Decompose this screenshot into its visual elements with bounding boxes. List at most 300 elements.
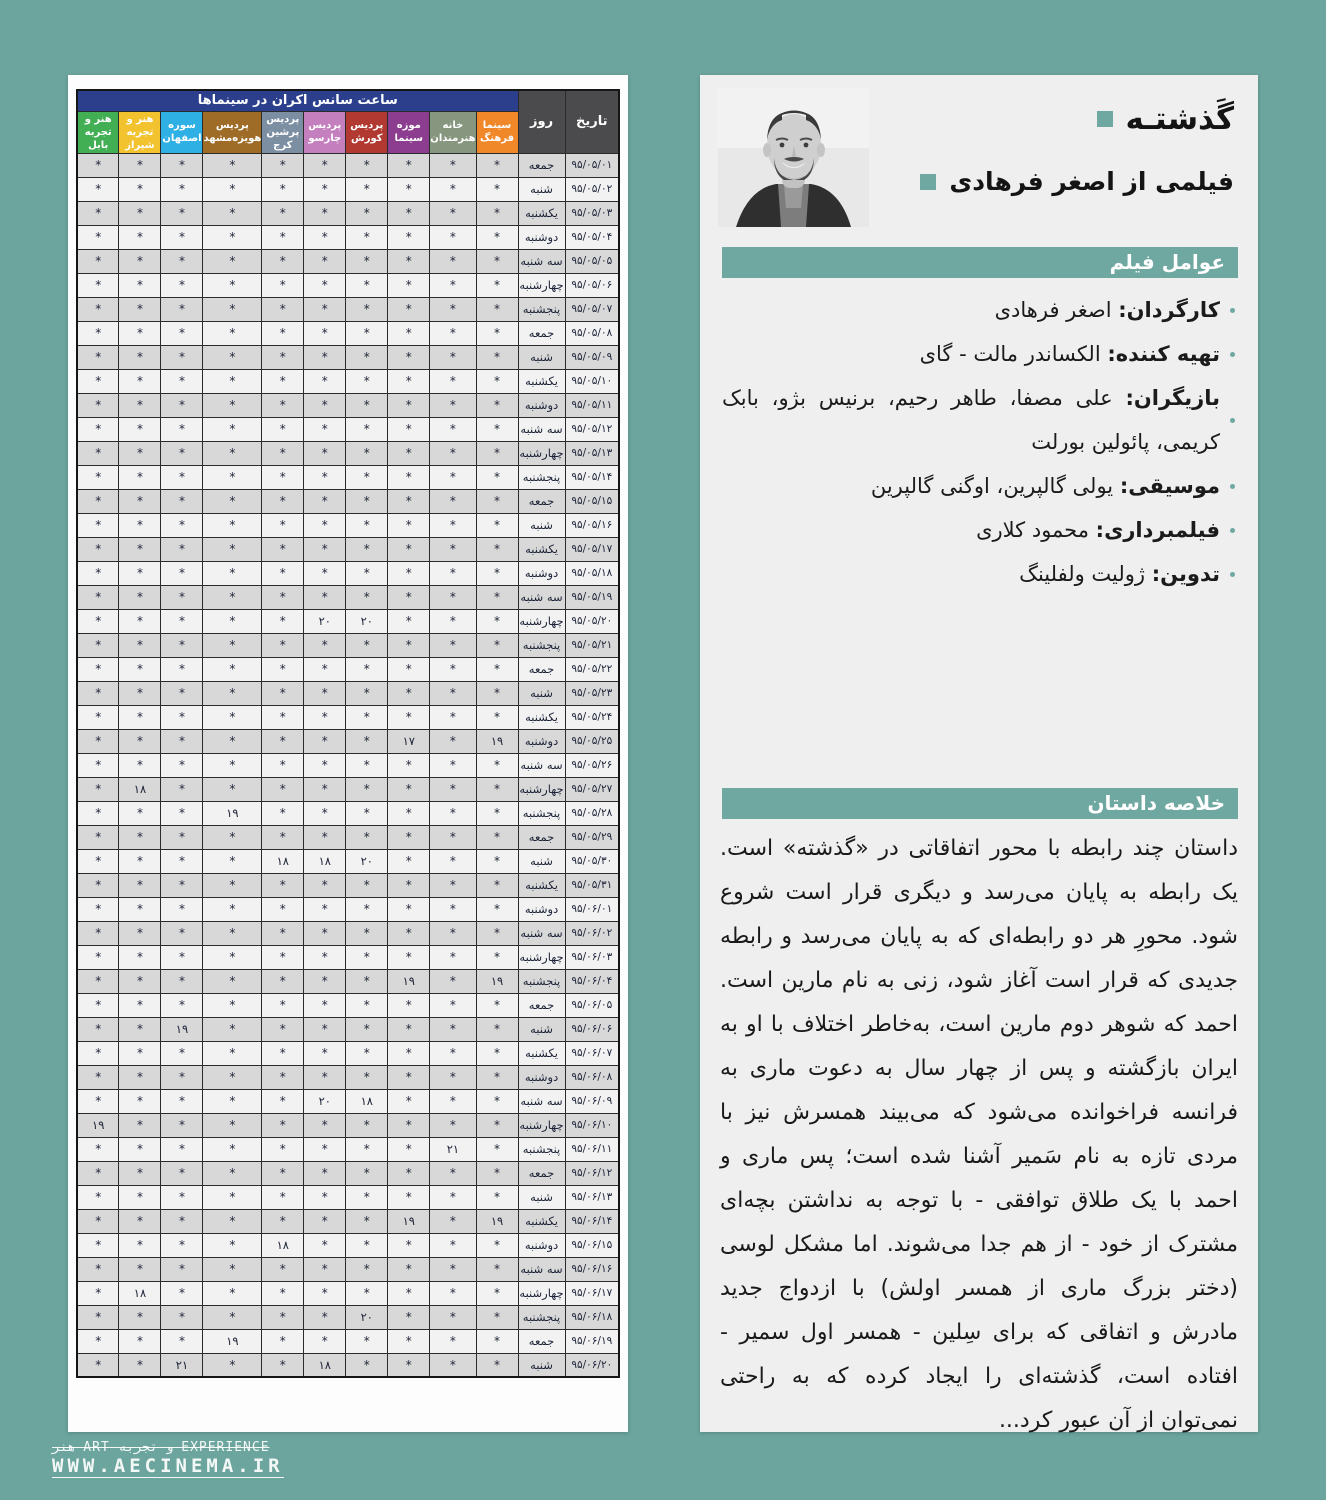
screening-cell: * — [388, 849, 430, 873]
screening-cell: * — [119, 321, 161, 345]
screening-cell: * — [346, 657, 388, 681]
day-cell: یکشنبه — [518, 201, 565, 225]
schedule-row — [77, 585, 619, 609]
screening-cell: * — [203, 969, 262, 993]
screening-cell: * — [119, 369, 161, 393]
screening-cell: * — [346, 633, 388, 657]
screening-time-cell: ۱۹ — [77, 1113, 119, 1137]
screening-time-cell: ۲۰ — [304, 1089, 346, 1113]
screening-cell: * — [161, 729, 203, 753]
day-cell: جمعه — [518, 321, 565, 345]
screening-cell: * — [203, 465, 262, 489]
date-cell: ۹۵/۰۵/۲۲ — [565, 657, 619, 681]
screening-cell: * — [77, 489, 119, 513]
screening-cell: * — [203, 705, 262, 729]
screening-cell: * — [77, 273, 119, 297]
screening-cell: * — [304, 417, 346, 441]
screening-cell: * — [388, 1017, 430, 1041]
screening-cell: * — [262, 1281, 304, 1305]
screening-cell: * — [430, 177, 476, 201]
screening-cell: * — [262, 1137, 304, 1161]
screening-time-cell: ۱۷ — [388, 729, 430, 753]
screening-cell: * — [476, 1185, 518, 1209]
screening-cell: * — [388, 1329, 430, 1353]
day-cell: پنجشنبه — [518, 1137, 565, 1161]
crew-text: تدوین: ژولیت ولفلینگ — [1019, 562, 1220, 586]
screening-cell: * — [430, 633, 476, 657]
screening-cell: * — [119, 1161, 161, 1185]
screening-cell: * — [203, 321, 262, 345]
schedule-row — [77, 513, 619, 537]
screening-cell: * — [388, 609, 430, 633]
crew-item — [722, 552, 1220, 596]
screening-cell: * — [346, 441, 388, 465]
screening-cell: * — [476, 681, 518, 705]
screening-cell: * — [203, 345, 262, 369]
screening-cell: * — [346, 1065, 388, 1089]
schedule-row — [77, 1329, 619, 1353]
schedule-row — [77, 1065, 619, 1089]
screening-cell: * — [161, 921, 203, 945]
screening-cell: * — [77, 1017, 119, 1041]
crew-item — [722, 332, 1220, 376]
day-cell: سه شنبه — [518, 921, 565, 945]
date-cell: ۹۵/۰۵/۱۵ — [565, 489, 619, 513]
screening-cell: * — [346, 465, 388, 489]
screening-cell: * — [262, 1089, 304, 1113]
bullet-dot-icon — [1230, 528, 1235, 533]
date-cell: ۹۵/۰۶/۱۸ — [565, 1305, 619, 1329]
screening-cell: * — [346, 297, 388, 321]
date-cell: ۹۵/۰۵/۰۹ — [565, 345, 619, 369]
screening-cell: * — [203, 825, 262, 849]
screening-cell: * — [161, 681, 203, 705]
screening-cell: * — [262, 321, 304, 345]
screening-cell: * — [304, 1209, 346, 1233]
screening-cell: * — [262, 1257, 304, 1281]
screening-cell: * — [476, 897, 518, 921]
cinema-column-header: سینما فرهنگ — [476, 111, 518, 153]
screening-cell: * — [476, 513, 518, 537]
schedule-row — [77, 345, 619, 369]
screening-cell: * — [203, 441, 262, 465]
screening-cell: * — [388, 177, 430, 201]
screening-cell: * — [430, 537, 476, 561]
screening-cell: * — [77, 1089, 119, 1113]
screening-cell: * — [161, 633, 203, 657]
screening-cell: * — [346, 921, 388, 945]
schedule-row — [77, 849, 619, 873]
screening-cell: * — [430, 1257, 476, 1281]
screening-cell: * — [77, 681, 119, 705]
date-cell: ۹۵/۰۶/۰۴ — [565, 969, 619, 993]
screening-cell: * — [262, 825, 304, 849]
watermark-url: WWW.AECINEMA.IR — [52, 1455, 284, 1477]
screening-cell: * — [203, 1137, 262, 1161]
schedule-row — [77, 945, 619, 969]
cinema-column-header: خانه هنرمندان — [430, 111, 476, 153]
day-cell: پنجشنبه — [518, 1305, 565, 1329]
screening-cell: * — [430, 1209, 476, 1233]
schedule-row — [77, 321, 619, 345]
screening-cell: * — [346, 1257, 388, 1281]
screening-cell: * — [203, 153, 262, 177]
date-cell: ۹۵/۰۵/۲۸ — [565, 801, 619, 825]
screening-time-cell: ۲۱ — [430, 1137, 476, 1161]
screening-cell: * — [346, 1329, 388, 1353]
screening-cell: * — [262, 1065, 304, 1089]
screening-time-cell: ۱۸ — [119, 1281, 161, 1305]
screening-cell: * — [77, 441, 119, 465]
screening-cell: * — [203, 513, 262, 537]
crew-item — [722, 376, 1220, 464]
screening-cell: * — [304, 777, 346, 801]
screening-cell: * — [346, 1209, 388, 1233]
screening-cell: * — [304, 153, 346, 177]
screening-cell: * — [430, 393, 476, 417]
screening-cell: * — [262, 249, 304, 273]
schedule-row — [77, 825, 619, 849]
screening-time-cell: ۱۹ — [476, 1209, 518, 1233]
screening-cell: * — [262, 657, 304, 681]
screening-cell: * — [430, 945, 476, 969]
screening-cell: * — [77, 633, 119, 657]
screening-cell: * — [476, 657, 518, 681]
day-cell: جمعه — [518, 825, 565, 849]
screening-cell: * — [203, 729, 262, 753]
screening-time-cell: ۱۹ — [476, 729, 518, 753]
screening-cell: * — [346, 1017, 388, 1041]
bullet-dot-icon — [1230, 308, 1235, 313]
screening-cell: * — [430, 1041, 476, 1065]
screening-cell: * — [161, 321, 203, 345]
screening-cell: * — [388, 753, 430, 777]
schedule-row — [77, 897, 619, 921]
screening-cell: * — [388, 873, 430, 897]
screening-cell: * — [388, 417, 430, 441]
screening-cell: * — [304, 225, 346, 249]
screening-cell: * — [346, 1161, 388, 1185]
day-cell: جمعه — [518, 153, 565, 177]
date-cell: ۹۵/۰۵/۲۹ — [565, 825, 619, 849]
date-cell: ۹۵/۰۵/۱۸ — [565, 561, 619, 585]
date-cell: ۹۵/۰۵/۰۷ — [565, 297, 619, 321]
screening-cell: * — [304, 1113, 346, 1137]
screening-cell: * — [430, 201, 476, 225]
screening-cell: * — [346, 321, 388, 345]
screening-cell: * — [161, 777, 203, 801]
screening-cell: * — [77, 1185, 119, 1209]
day-cell: دوشنبه — [518, 897, 565, 921]
screening-cell: * — [161, 969, 203, 993]
film-title: گَذشتـه — [1125, 101, 1234, 137]
screening-cell: * — [161, 657, 203, 681]
crew-role-label: موسیقی: — [1119, 474, 1220, 498]
screening-time-cell: ۱۸ — [262, 1233, 304, 1257]
screening-time-cell: ۲۰ — [346, 609, 388, 633]
day-cell: جمعه — [518, 993, 565, 1017]
screening-cell: * — [388, 1233, 430, 1257]
schedule-row — [77, 633, 619, 657]
screening-cell: * — [476, 753, 518, 777]
crew-role-label: تدوین: — [1151, 562, 1220, 586]
screening-cell: * — [119, 1209, 161, 1233]
screening-time-cell: ۱۸ — [346, 1089, 388, 1113]
screening-cell: * — [119, 729, 161, 753]
film-subtitle-row — [920, 167, 1234, 196]
schedule-row — [77, 561, 619, 585]
crew-text: موسیقی: یولی گالپرین، اوگنی گالپرین — [870, 474, 1220, 498]
screening-cell: * — [262, 585, 304, 609]
screening-cell: * — [119, 657, 161, 681]
screening-cell: * — [304, 729, 346, 753]
day-cell: پنجشنبه — [518, 465, 565, 489]
screening-cell: * — [161, 1185, 203, 1209]
screening-cell: * — [262, 1041, 304, 1065]
schedule-row — [77, 993, 619, 1017]
screening-cell: * — [388, 945, 430, 969]
screening-cell: * — [161, 393, 203, 417]
screening-cell: * — [476, 441, 518, 465]
screening-cell: * — [476, 1353, 518, 1377]
screening-cell: * — [77, 177, 119, 201]
screening-cell: * — [388, 1257, 430, 1281]
screening-cell: * — [430, 561, 476, 585]
screening-cell: * — [119, 849, 161, 873]
screening-cell: * — [119, 633, 161, 657]
schedule-row — [77, 249, 619, 273]
screening-cell: * — [476, 921, 518, 945]
day-cell: چهارشنبه — [518, 1113, 565, 1137]
screening-cell: * — [161, 1305, 203, 1329]
schedule-row — [77, 801, 619, 825]
screening-cell: * — [262, 801, 304, 825]
screening-cell: * — [203, 897, 262, 921]
screening-time-cell: ۲۰ — [346, 849, 388, 873]
screening-cell: * — [203, 489, 262, 513]
date-cell: ۹۵/۰۵/۱۱ — [565, 393, 619, 417]
date-cell: ۹۵/۰۶/۲۰ — [565, 1353, 619, 1377]
day-cell: سه شنبه — [518, 249, 565, 273]
schedule-row — [77, 777, 619, 801]
screening-cell: * — [161, 825, 203, 849]
screening-cell: * — [161, 225, 203, 249]
screening-cell: * — [119, 249, 161, 273]
screening-cell: * — [476, 633, 518, 657]
screening-cell: * — [262, 1185, 304, 1209]
screening-cell: * — [388, 201, 430, 225]
screening-cell: * — [119, 441, 161, 465]
screening-cell: * — [262, 921, 304, 945]
screening-cell: * — [161, 153, 203, 177]
screening-cell: * — [262, 897, 304, 921]
crew-role-label: بازیگران: — [1125, 386, 1220, 410]
screening-cell: * — [476, 273, 518, 297]
screening-cell: * — [304, 369, 346, 393]
cinema-column-header: موزه سینما — [388, 111, 430, 153]
screening-cell: * — [77, 969, 119, 993]
screening-cell: * — [476, 1305, 518, 1329]
date-cell: ۹۵/۰۵/۱۹ — [565, 585, 619, 609]
asghar-farhadi-portrait — [718, 88, 869, 227]
date-cell: ۹۵/۰۶/۱۶ — [565, 1257, 619, 1281]
screening-time-cell: ۱۹ — [388, 969, 430, 993]
screening-cell: * — [304, 681, 346, 705]
screening-cell: * — [77, 1233, 119, 1257]
screening-cell: * — [304, 633, 346, 657]
screening-cell: * — [346, 873, 388, 897]
screening-cell: * — [161, 537, 203, 561]
day-cell: چهارشنبه — [518, 273, 565, 297]
screening-cell: * — [304, 345, 346, 369]
screening-cell: * — [119, 681, 161, 705]
screening-cell: * — [161, 345, 203, 369]
schedule-row — [77, 705, 619, 729]
screening-cell: * — [77, 1041, 119, 1065]
screening-cell: * — [476, 1137, 518, 1161]
screening-cell: * — [161, 1257, 203, 1281]
date-cell: ۹۵/۰۶/۰۲ — [565, 921, 619, 945]
screening-cell: * — [304, 1305, 346, 1329]
day-cell: دوشنبه — [518, 561, 565, 585]
screening-cell: * — [346, 993, 388, 1017]
schedule-row — [77, 1233, 619, 1257]
screening-cell: * — [203, 369, 262, 393]
screening-cell: * — [476, 297, 518, 321]
date-cell: ۹۵/۰۵/۲۴ — [565, 705, 619, 729]
day-cell: پنجشنبه — [518, 969, 565, 993]
schedule-row — [77, 681, 619, 705]
screening-cell: * — [388, 1065, 430, 1089]
day-cell: یکشنبه — [518, 1209, 565, 1233]
screening-cell: * — [161, 1113, 203, 1137]
day-cell: دوشنبه — [518, 729, 565, 753]
screening-cell: * — [119, 969, 161, 993]
screening-cell: * — [430, 657, 476, 681]
screening-cell: * — [119, 1041, 161, 1065]
screening-cell: * — [476, 369, 518, 393]
screening-cell: * — [388, 633, 430, 657]
screening-cell: * — [77, 201, 119, 225]
screening-cell: * — [119, 1233, 161, 1257]
day-cell: جمعه — [518, 657, 565, 681]
screening-cell: * — [203, 177, 262, 201]
screening-time-cell: ۱۹ — [161, 1017, 203, 1041]
screening-cell: * — [430, 1305, 476, 1329]
date-cell: ۹۵/۰۶/۰۳ — [565, 945, 619, 969]
screening-cell: * — [119, 825, 161, 849]
screening-cell: * — [430, 801, 476, 825]
screening-cell: * — [203, 609, 262, 633]
screening-cell: * — [304, 249, 346, 273]
screening-cell: * — [430, 753, 476, 777]
date-cell: ۹۵/۰۵/۱۷ — [565, 537, 619, 561]
day-cell: چهارشنبه — [518, 441, 565, 465]
screening-cell: * — [119, 945, 161, 969]
screening-cell: * — [77, 225, 119, 249]
table-title-row — [77, 90, 619, 111]
screening-cell: * — [430, 609, 476, 633]
screening-cell: * — [476, 993, 518, 1017]
schedule-card — [68, 75, 628, 1432]
bullet-dot-icon — [1230, 572, 1235, 577]
bullet-dot-icon — [1230, 484, 1235, 489]
screening-time-cell: ۲۰ — [304, 609, 346, 633]
screening-cell: * — [161, 1065, 203, 1089]
screening-cell: * — [119, 753, 161, 777]
screening-cell: * — [388, 993, 430, 1017]
screening-cell: * — [262, 633, 304, 657]
screening-cell: * — [430, 897, 476, 921]
screening-cell: * — [304, 1233, 346, 1257]
screening-cell: * — [119, 393, 161, 417]
day-cell: چهارشنبه — [518, 777, 565, 801]
day-cell: دوشنبه — [518, 225, 565, 249]
screening-cell: * — [161, 993, 203, 1017]
screening-cell: * — [203, 1305, 262, 1329]
screening-cell: * — [161, 417, 203, 441]
day-cell: سه شنبه — [518, 1257, 565, 1281]
screening-cell: * — [203, 1065, 262, 1089]
screening-cell: * — [119, 465, 161, 489]
screening-cell: * — [77, 513, 119, 537]
screening-cell: * — [77, 249, 119, 273]
screening-cell: * — [430, 513, 476, 537]
screening-cell: * — [430, 1281, 476, 1305]
screening-cell: * — [262, 177, 304, 201]
screening-cell: * — [161, 465, 203, 489]
screening-cell: * — [304, 921, 346, 945]
screening-cell: * — [119, 585, 161, 609]
day-cell: شنبه — [518, 345, 565, 369]
screening-cell: * — [161, 297, 203, 321]
screening-cell: * — [388, 1089, 430, 1113]
screening-cell: * — [161, 753, 203, 777]
screening-cell: * — [262, 1353, 304, 1377]
screening-cell: * — [203, 657, 262, 681]
date-cell: ۹۵/۰۵/۱۲ — [565, 417, 619, 441]
screening-cell: * — [119, 993, 161, 1017]
date-cell: ۹۵/۰۶/۰۸ — [565, 1065, 619, 1089]
day-cell: سه شنبه — [518, 417, 565, 441]
screening-cell: * — [476, 1281, 518, 1305]
date-cell: ۹۵/۰۵/۰۵ — [565, 249, 619, 273]
screening-cell: * — [476, 1329, 518, 1353]
screening-time-cell: ۲۰ — [346, 1305, 388, 1329]
screening-cell: * — [262, 1017, 304, 1041]
schedule-row — [77, 1017, 619, 1041]
screening-cell: * — [430, 321, 476, 345]
screening-cell: * — [203, 777, 262, 801]
date-cell: ۹۵/۰۵/۲۳ — [565, 681, 619, 705]
screening-cell: * — [430, 993, 476, 1017]
screening-cell: * — [262, 993, 304, 1017]
screening-cell: * — [119, 153, 161, 177]
screening-cell: * — [476, 153, 518, 177]
schedule-row — [77, 201, 619, 225]
day-cell: پنجشنبه — [518, 297, 565, 321]
screening-cell: * — [388, 681, 430, 705]
day-cell: یکشنبه — [518, 537, 565, 561]
screening-cell: * — [161, 441, 203, 465]
day-cell: پنجشنبه — [518, 801, 565, 825]
screening-cell: * — [476, 393, 518, 417]
date-cell: ۹۵/۰۵/۰۲ — [565, 177, 619, 201]
screening-cell: * — [77, 1137, 119, 1161]
screening-cell: * — [346, 1137, 388, 1161]
screening-cell: * — [77, 417, 119, 441]
screening-cell: * — [388, 561, 430, 585]
